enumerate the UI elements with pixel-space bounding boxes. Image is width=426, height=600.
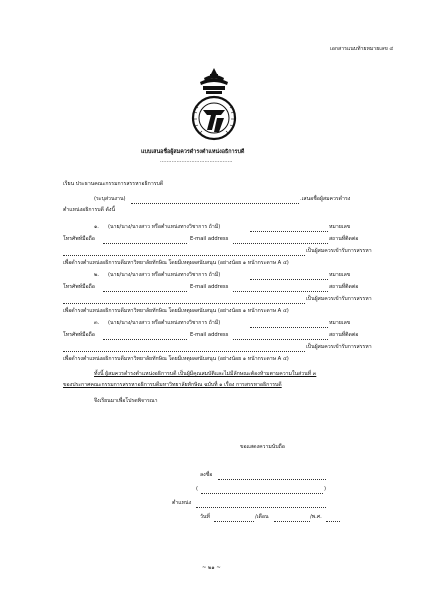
qualified-text: เป็นผู้สมควรเข้ารับการสรรหา (306, 344, 372, 350)
email-label: E-mail address (190, 236, 229, 242)
nominee-number: ๑. (94, 224, 99, 230)
address-label: สถานที่ติดต่อ (329, 284, 359, 290)
email-fill-line[interactable] (233, 291, 328, 292)
title-fill-line: ............................................ (160, 158, 233, 164)
month-label: /เดือน (255, 514, 269, 520)
phone-label: โทรศัพท์มือถือ (63, 236, 95, 242)
phone-label: โทรศัพท์มือถือ (63, 332, 95, 338)
form-title: แบบเสนอชื่อผู้สมควรดำรงตำแหน่งอธิการบดี (141, 149, 245, 155)
year-label: /พ.ศ. (310, 514, 322, 520)
attachment-label: เอกสารแนบท้ายหมายเลข ๔ (330, 46, 394, 52)
name-fill-line[interactable] (250, 231, 328, 232)
address-label: สถานที่ติดต่อ (329, 332, 359, 338)
sign-label: ลงชื่อ (200, 472, 213, 478)
page-number: ~ ๒๑ ~ (202, 565, 221, 571)
phone-fill-line[interactable] (103, 339, 187, 340)
address-fill-line[interactable] (63, 255, 305, 256)
for-position-text: เพื่อดำรงตำแหน่งอธิการบดีมหาวิทยาลัยทักษิณ โดยมีเหตุผลสนับสนุน (อย่างน้อย ๑ หน้ากระดาษ A ๔) (63, 260, 289, 266)
respect-text: ขอแสดงความนับถือ (240, 444, 285, 450)
email-label: E-mail address (190, 332, 229, 338)
email-fill-line[interactable] (233, 339, 328, 340)
number-label: หมายเลข (329, 272, 351, 278)
sign-fill-line[interactable] (218, 479, 326, 480)
address-fill-line[interactable] (63, 351, 305, 352)
qualified-text: เป็นผู้สมควรเข้ารับการสรรหา (306, 296, 372, 302)
name-fill-line[interactable] (250, 327, 328, 328)
eligibility-notice-line1: ทั้งนี้ ผู้สมควรดำรงตำแหน่งอธิการบดี เป็นผู้มีคุณสมบัติและไม่มีลักษณะต้องห้ามตามความในส่วนที่ ๓ (94, 371, 317, 377)
for-position-text: เพื่อดำรงตำแหน่งอธิการบดีมหาวิทยาลัยทักษิณ โดยมีเหตุผลสนับสนุน (อย่างน้อย ๑ หน้ากระดาษ A ๔) (63, 308, 289, 314)
phone-fill-line[interactable] (103, 291, 187, 292)
email-label: E-mail address (190, 284, 229, 290)
salutation: เรียน ประธานคณะกรรมการสรรหาอธิการบดี (63, 181, 164, 187)
university-emblem-icon (186, 66, 242, 142)
closing-text: จึงเรียนมาเพื่อโปรดพิจารณา (94, 398, 158, 404)
address-fill-line[interactable] (63, 303, 305, 304)
printed-name-fill-line[interactable] (201, 493, 323, 494)
name-title-line: (นาย/นาง/นางสาว หรือตำแหน่งทางวิชาการ ถ้ามี) (108, 224, 221, 230)
qualified-text: เป็นผู้สมควรเข้ารับการสรรหา (306, 248, 372, 254)
name-title-line: (นาย/นาง/นางสาว หรือตำแหน่งทางวิชาการ ถ้ามี) (108, 272, 221, 278)
phone-label: โทรศัพท์มือถือ (63, 284, 95, 290)
phone-fill-line[interactable] (103, 243, 187, 244)
paren-close: ) (324, 486, 327, 492)
paren-open: ( (196, 486, 199, 492)
email-fill-line[interactable] (233, 243, 328, 244)
number-label: หมายเลข (329, 320, 351, 326)
eligibility-notice-line2: ของประกาศคณะกรรมการสรรหาอธิการบดีมหาวิทยาลัยทักษิณ ฉบับที่ ๑ เรื่อง การสรรหาอธิการบดี (63, 382, 282, 388)
for-position-text: เพื่อดำรงตำแหน่งอธิการบดีมหาวิทยาลัยทักษิณ โดยมีเหตุผลสนับสนุน (อย่างน้อย ๑ หน้ากระดาษ A ๔) (63, 356, 289, 362)
year-fill-line[interactable] (326, 521, 340, 522)
month-fill-line[interactable] (274, 521, 310, 522)
name-fill-line[interactable] (250, 279, 328, 280)
number-label: หมายเลข (329, 224, 351, 230)
unit-fill-line[interactable] (131, 203, 299, 204)
propose-text: .เสนอชื่อผู้สมควรดำรง (300, 196, 351, 202)
date-label: วันที่ (200, 514, 210, 520)
nominee-number: ๓. (94, 320, 100, 326)
signer-position-label: ตำแหน่ง (172, 500, 192, 506)
position-list-label: ตำแหน่งอธิการบดี ดังนี้ (63, 207, 116, 213)
address-label: สถานที่ติดต่อ (329, 236, 359, 242)
nominee-number: ๒. (94, 272, 100, 278)
day-fill-line[interactable] (214, 521, 254, 522)
name-title-line: (นาย/นาง/นางสาว หรือตำแหน่งทางวิชาการ ถ้ามี) (108, 320, 221, 326)
unit-label: (ระบุส่วนงาน) (94, 196, 126, 202)
signer-position-fill-line[interactable] (196, 507, 326, 508)
